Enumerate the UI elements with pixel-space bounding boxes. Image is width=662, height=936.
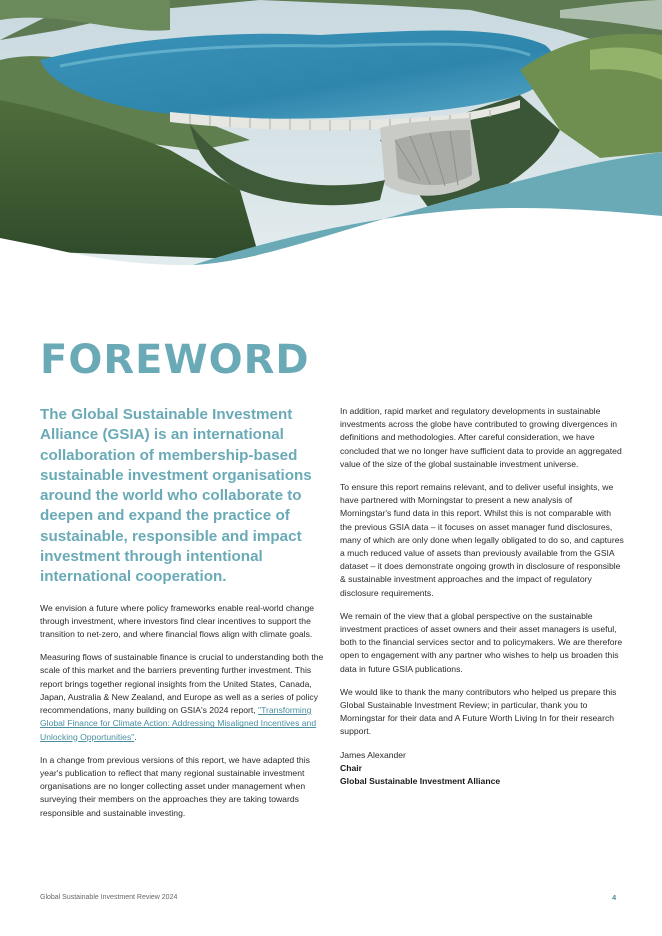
paragraph-global-perspective: We remain of the view that a global perspective on the sustainable investment practices of asset owners and their asset managers is useful, both to the financial services sector and to policymakers. We are therefore open to engagement with any partner who wishes to help us broaden this data in future GSIA publications.	[340, 610, 623, 674]
paragraph-measuring-flows	[40, 651, 324, 743]
paragraph-change: In a change from previous versions of this report, we have adapted this year's publication to reflect that many regional sustainable investment organisations are no longer collecting asset under management when surveying their members on the approaches they are taking towards responsible and sustainable investing.	[40, 754, 310, 818]
paragraph-morningstar: To ensure this report remains relevant, and to deliver useful insights, we have partnered with Morningstar to present a new analysis of Morningstar's fund data in this report. Whilst this is not comparable with the previous GSIA data – it focuses on asset manager fund disclosures, many of which are only done when legally obligated to do so, and captures a much reduced value of assets than previously available from the GSIA dataset – it does demonstrate ongoing growth in disclosure of responsible & sustainable investment approaches and the impact of regulatory disclosure requirements.	[340, 482, 624, 598]
paragraph-measuring-flows-text: Measuring flows of sustainable finance is crucial to understanding both the scale of this market and the barriers preventing further investment. This report brings together regional insights from the United States, Canada, Japan, Australia & New Zealand, and Europe as well as a series of policy recommendations, many building on GSIA's 2024 report,	[40, 652, 324, 716]
signature-block	[340, 749, 624, 789]
intro-statement: The Global Sustainable Investment Alliance (GSIA) is an international collaboration of membership-based sustainable investment organisations around the world who collaborate to deepen and expand the practice of sustainable, responsible and impact investment through intentional international cooperation.	[40, 406, 312, 586]
left-column	[40, 405, 324, 830]
paragraph-thanks: We would like to thank the many contributors who helped us prepare this Global Sustainable Investment Review; in particular, thank you to Morningstar for their data and A Future Worth Living In for their research support.	[340, 686, 617, 737]
page-number: 4	[612, 893, 617, 902]
footer-publication-title: Global Sustainable Investment Review 2024	[40, 894, 178, 901]
right-column	[340, 405, 624, 788]
paragraph-market-developments: In addition, rapid market and regulatory developments in sustainable investments across the globe have contributed to growing divergences in definitions and methodologies. After careful consideration, we have concluded that we no longer have sufficient data to provide an aggregated value of the size of the global sustainable investment universe.	[340, 406, 622, 469]
signature-name: James Alexander	[340, 749, 406, 760]
signature-role: Chair	[340, 762, 362, 773]
page-title: FOREWORD	[40, 337, 310, 383]
paragraph-vision: We envision a future where policy frameworks enable real-world change through investment, where investors find clear incentives to support the transition to net-zero, and where financial flows align with climate goals.	[40, 602, 315, 640]
paragraph-measuring-flows-end: .	[134, 731, 137, 742]
report-link[interactable]: "Transforming Global Finance for Climate Action: Addressing Misaligned Incentives and Unlocking Opportunities"	[40, 705, 317, 742]
hero-image	[0, 0, 662, 300]
signature-organisation: Global Sustainable Investment Alliance	[340, 776, 501, 787]
